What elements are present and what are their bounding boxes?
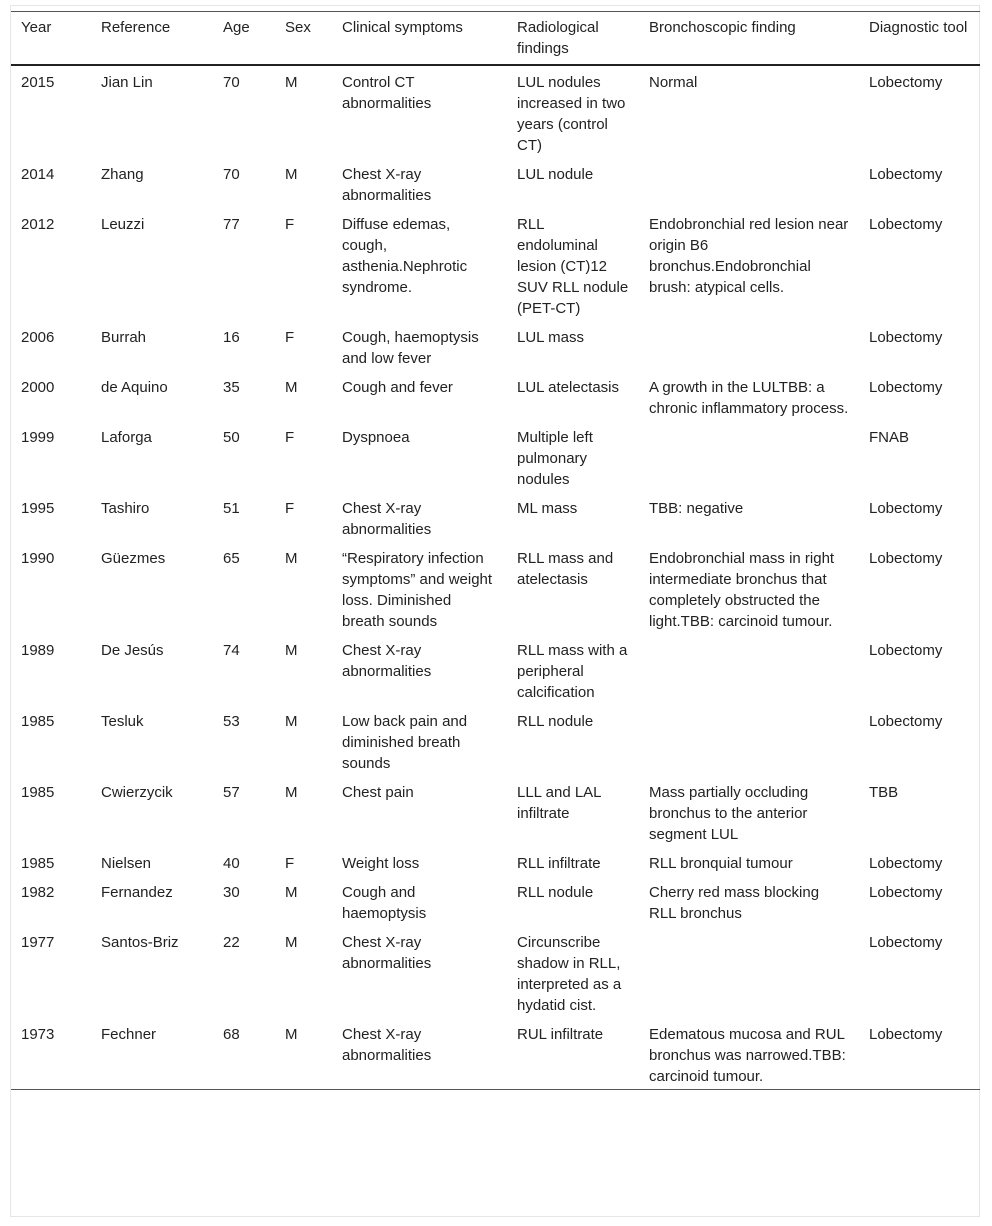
table-row — [11, 542, 980, 634]
cell-year: 2006 — [21, 329, 55, 346]
cell-bronchoscopic-finding — [639, 421, 859, 492]
cell-age: 70 — [223, 166, 240, 183]
cell-radiological-findings: LUL atelectasis — [517, 379, 619, 396]
cell-diagnostic-tool: Lobectomy — [869, 500, 943, 517]
cell-year: 1982 — [21, 884, 55, 901]
case-reports-table — [11, 11, 980, 1090]
cell-radiological-findings: Multiple left pulmonary nodules — [517, 429, 593, 488]
cell-reference: Fechner — [101, 1026, 157, 1043]
table-row — [11, 705, 980, 776]
header-age: Age — [223, 19, 250, 36]
cell-bronchoscopic-finding: A growth in the LULTBB: a chronic inflammatory process. — [649, 379, 849, 417]
cell-bronchoscopic-finding: Endobronchial mass in right intermediate bronchus that completely obstructed the light.TBB: carcinoid tumour. — [649, 550, 835, 630]
cell-age: 53 — [223, 713, 240, 730]
cell-reference: Cwierzycik — [101, 784, 173, 801]
cell-diagnostic-tool: FNAB — [869, 429, 910, 446]
cell-sex: M — [285, 934, 298, 951]
cell-diagnostic-tool: Lobectomy — [869, 713, 943, 730]
header-clinical-symptoms: Clinical symptoms — [342, 19, 463, 36]
cell-bronchoscopic-finding — [639, 158, 859, 208]
cell-reference: Leuzzi — [101, 216, 145, 233]
cell-year: 1985 — [21, 784, 55, 801]
table-row — [11, 776, 980, 847]
cell-reference: Burrah — [101, 329, 147, 346]
cell-diagnostic-tool: Lobectomy — [869, 934, 943, 951]
cell-sex: M — [285, 642, 298, 659]
cell-clinical-symptoms: Chest X-ray abnormalities — [342, 934, 432, 972]
cell-sex: F — [285, 329, 295, 346]
cell-reference: Tashiro — [101, 500, 150, 517]
cell-clinical-symptoms: Low back pain and diminished breath sounds — [342, 713, 468, 772]
cell-clinical-symptoms: “Respiratory infection symptoms” and weight loss. Diminished breath sounds — [342, 550, 493, 630]
cell-radiological-findings: RLL nodule — [517, 713, 594, 730]
cell-clinical-symptoms: Cough and haemoptysis — [342, 884, 427, 922]
table-row — [11, 208, 980, 321]
cell-sex: F — [285, 429, 295, 446]
cell-sex: M — [285, 74, 298, 91]
cell-sex: F — [285, 216, 295, 233]
cell-radiological-findings: RLL mass and atelectasis — [517, 550, 614, 588]
cell-reference: Laforga — [101, 429, 152, 446]
cell-bronchoscopic-finding — [639, 321, 859, 371]
cell-sex: M — [285, 1026, 298, 1043]
cell-reference: de Aquino — [101, 379, 168, 396]
cell-radiological-findings: LUL nodules increased in two years (control CT) — [517, 74, 626, 154]
cell-bronchoscopic-finding — [639, 634, 859, 705]
cell-reference: Tesluk — [101, 713, 144, 730]
cell-clinical-symptoms: Cough and fever — [342, 379, 453, 396]
cell-age: 68 — [223, 1026, 240, 1043]
cell-clinical-symptoms: Chest pain — [342, 784, 414, 801]
cell-age: 57 — [223, 784, 240, 801]
cell-year: 1985 — [21, 713, 55, 730]
cell-radiological-findings: LUL nodule — [517, 166, 594, 183]
cell-sex: F — [285, 500, 295, 517]
cell-sex: M — [285, 379, 298, 396]
cell-clinical-symptoms: Chest X-ray abnormalities — [342, 500, 432, 538]
cell-radiological-findings: RLL infiltrate — [517, 855, 601, 872]
cell-clinical-symptoms: Dyspnoea — [342, 429, 410, 446]
cell-reference: Nielsen — [101, 855, 152, 872]
cell-reference: Fernandez — [101, 884, 173, 901]
cell-year: 2014 — [21, 166, 55, 183]
cell-diagnostic-tool: Lobectomy — [869, 216, 943, 233]
table-header — [11, 12, 980, 66]
cell-bronchoscopic-finding — [639, 705, 859, 776]
cell-age: 16 — [223, 329, 240, 346]
cell-radiological-findings: LUL mass — [517, 329, 584, 346]
cell-clinical-symptoms: Chest X-ray abnormalities — [342, 642, 432, 680]
cell-bronchoscopic-finding: Normal — [649, 74, 698, 91]
table-row — [11, 492, 980, 542]
header-sex: Sex — [285, 19, 311, 36]
cell-reference: Güezmes — [101, 550, 166, 567]
cell-diagnostic-tool: Lobectomy — [869, 329, 943, 346]
table-row — [11, 1018, 980, 1090]
cell-bronchoscopic-finding: Mass partially occluding bronchus to the anterior segment LUL — [649, 784, 809, 843]
table-body — [11, 65, 980, 1090]
cell-clinical-symptoms: Cough, haemoptysis and low fever — [342, 329, 479, 367]
cell-clinical-symptoms: Weight loss — [342, 855, 420, 872]
table-row — [11, 876, 980, 926]
header-row — [11, 12, 980, 66]
cell-radiological-findings: RLL nodule — [517, 884, 594, 901]
cell-radiological-findings: Circunscribe shadow in RLL, interpreted as a hydatid cist. — [517, 934, 622, 1014]
cell-radiological-findings: RLL endoluminal lesion (CT)12 SUV RLL nodule (PET-CT) — [517, 216, 629, 317]
cell-year: 1999 — [21, 429, 55, 446]
cell-clinical-symptoms: Control CT abnormalities — [342, 74, 432, 112]
cell-sex: F — [285, 855, 295, 872]
cell-sex: M — [285, 550, 298, 567]
cell-radiological-findings: LLL and LAL infiltrate — [517, 784, 601, 822]
cell-diagnostic-tool: Lobectomy — [869, 166, 943, 183]
header-radiological-findings: Radiological findings — [517, 19, 599, 57]
cell-sex: M — [285, 713, 298, 730]
cell-clinical-symptoms: Chest X-ray abnormalities — [342, 166, 432, 204]
cell-age: 40 — [223, 855, 240, 872]
cell-diagnostic-tool: Lobectomy — [869, 379, 943, 396]
table-row — [11, 634, 980, 705]
cell-age: 65 — [223, 550, 240, 567]
cell-year: 1995 — [21, 500, 55, 517]
cell-reference: De Jesús — [101, 642, 164, 659]
cell-age: 74 — [223, 642, 240, 659]
cell-year: 1989 — [21, 642, 55, 659]
cell-age: 77 — [223, 216, 240, 233]
cell-age: 51 — [223, 500, 240, 517]
cell-reference: Zhang — [101, 166, 144, 183]
cell-diagnostic-tool: Lobectomy — [869, 642, 943, 659]
cell-bronchoscopic-finding: RLL bronquial tumour — [649, 855, 793, 872]
cell-year: 2000 — [21, 379, 55, 396]
table-row — [11, 847, 980, 876]
table-row — [11, 421, 980, 492]
cell-diagnostic-tool: Lobectomy — [869, 550, 943, 567]
cell-clinical-symptoms: Chest X-ray abnormalities — [342, 1026, 432, 1064]
cell-sex: M — [285, 884, 298, 901]
table-row — [11, 926, 980, 1018]
cell-year: 1990 — [21, 550, 55, 567]
header-diagnostic-tool: Diagnostic tool — [869, 19, 968, 36]
cell-diagnostic-tool: Lobectomy — [869, 1026, 943, 1043]
table-row — [11, 371, 980, 421]
cell-age: 50 — [223, 429, 240, 446]
table-row — [11, 65, 980, 158]
cell-clinical-symptoms: Diffuse edemas, cough, asthenia.Nephrotic syndrome. — [342, 216, 468, 296]
cell-diagnostic-tool: Lobectomy — [869, 884, 943, 901]
header-bronchoscopic-finding: Bronchoscopic finding — [649, 19, 796, 36]
table-row — [11, 321, 980, 371]
cell-year: 2012 — [21, 216, 55, 233]
header-reference: Reference — [101, 19, 171, 36]
cell-bronchoscopic-finding — [639, 926, 859, 1018]
cell-sex: M — [285, 166, 298, 183]
cell-radiological-findings: RLL mass with a peripheral calcification — [517, 642, 628, 701]
cell-age: 30 — [223, 884, 240, 901]
cell-year: 1973 — [21, 1026, 55, 1043]
cell-radiological-findings: ML mass — [517, 500, 578, 517]
table-row — [11, 158, 980, 208]
cell-reference: Santos-Briz — [101, 934, 179, 951]
cell-bronchoscopic-finding: Endobronchial red lesion near origin B6 bronchus.Endobronchial brush: atypical cells. — [649, 216, 849, 296]
cell-diagnostic-tool: TBB — [869, 784, 899, 801]
cell-diagnostic-tool: Lobectomy — [869, 74, 943, 91]
cell-age: 22 — [223, 934, 240, 951]
cell-radiological-findings: RUL infiltrate — [517, 1026, 604, 1043]
header-year: Year — [21, 19, 52, 36]
cell-sex: M — [285, 784, 298, 801]
cell-bronchoscopic-finding: Edematous mucosa and RUL bronchus was narrowed.TBB: carcinoid tumour. — [649, 1026, 846, 1085]
cell-bronchoscopic-finding: Cherry red mass blocking RLL bronchus — [649, 884, 820, 922]
cell-year: 1977 — [21, 934, 55, 951]
cell-age: 70 — [223, 74, 240, 91]
cell-diagnostic-tool: Lobectomy — [869, 855, 943, 872]
cell-year: 2015 — [21, 74, 55, 91]
cell-bronchoscopic-finding: TBB: negative — [649, 500, 744, 517]
cell-year: 1985 — [21, 855, 55, 872]
cell-age: 35 — [223, 379, 240, 396]
cell-reference: Jian Lin — [101, 74, 153, 91]
